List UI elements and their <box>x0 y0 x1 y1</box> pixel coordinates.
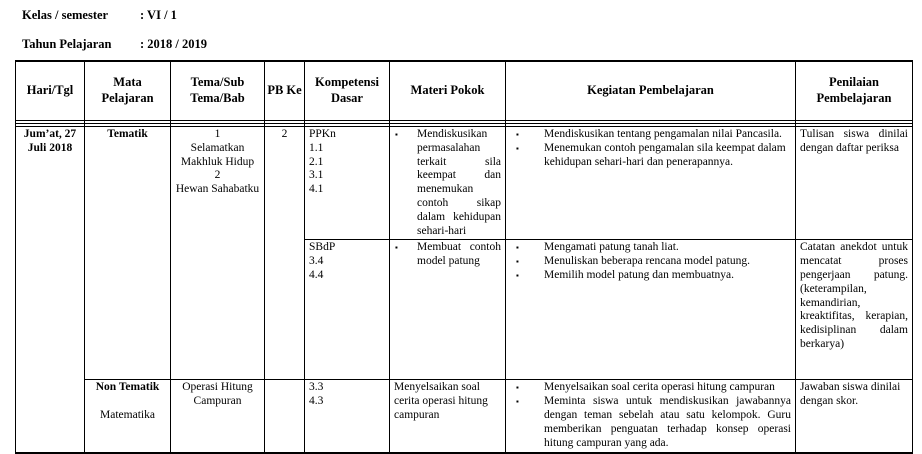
cell-pb-ke-non-tematik <box>265 380 305 454</box>
mata-non-tematik-title: Non Tematik <box>95 381 160 394</box>
materi-text: Mendiskusikan permasalahan terkait sila keempat dan menemukan contoh sikap dalam kehidupan sehari-hari <box>417 128 501 237</box>
square-bullet-icon: ▪ <box>516 243 519 253</box>
kelas-semester-label: Kelas / semester <box>22 8 109 22</box>
kd-item: 3.4 <box>309 255 324 268</box>
cell-penilaian-sbdp: Catatan anekdot untuk mencatat proses pengerjaan patung. (keterampilan, kemandirian, kreaktifitas, kerapian, kedisiplinan dalam berkarya) <box>796 240 913 380</box>
cell-tema-non-tematik: Operasi Hitung Campuran <box>171 380 265 454</box>
cell-mata-non-tematik <box>85 380 171 454</box>
table-row-ppkn <box>16 127 913 240</box>
header-kegiatan: Kegiatan Pembelajaran <box>506 61 796 121</box>
tema-line: 1 <box>214 128 221 140</box>
header-hari-tgl: Hari/Tgl <box>16 61 85 121</box>
cell-tema-tematik <box>171 127 265 380</box>
materi-bullet-item <box>394 128 501 238</box>
kegiatan-bullet-item <box>510 142 791 170</box>
kegiatan-bullet-item <box>510 255 791 269</box>
materi-bullet-item <box>394 241 501 269</box>
kd-item: 4.4 <box>309 268 324 281</box>
kegiatan-text: Menyelsaikan soal cerita operasi hitung campuran <box>544 381 775 394</box>
tema-line: Hewan Sahabatku <box>175 183 260 196</box>
cell-mata-tematik: Tematik <box>85 127 171 380</box>
table-row-non-tematik <box>16 380 913 454</box>
cell-penilaian-ppkn: Tulisan siswa dinilai dengan daftar periksa <box>796 127 913 240</box>
kd-item: 2.1 <box>309 155 324 168</box>
cell-penilaian-non-tematik: Jawaban siswa dinilai dengan skor. <box>796 380 913 454</box>
header-penilaian: Penilaian Pembelajaran <box>796 61 913 121</box>
tahun-pelajaran-line <box>22 37 207 52</box>
document-meta <box>22 8 207 66</box>
kd-item: 1.1 <box>309 141 324 154</box>
header-tema: Tema/Sub Tema/Bab <box>171 61 265 121</box>
kegiatan-text: Meminta siswa untuk mendiskusikan jawabannya dengan teman sebelah atau satu kelompok. Guru memberikan penguatan terhadap konsep operasi hitung campuran yang ada. <box>544 395 791 449</box>
square-bullet-icon: ▪ <box>516 383 519 393</box>
kd-item: 4.3 <box>309 395 324 408</box>
cell-kd-sbdp <box>305 240 390 380</box>
kd-title: SBdP <box>309 241 336 254</box>
square-bullet-icon: ▪ <box>516 144 519 153</box>
kegiatan-bullet-item <box>510 241 791 255</box>
kegiatan-text: Memilih model patung dan membuatnya. <box>544 269 735 282</box>
cell-materi-sbdp <box>390 240 506 380</box>
cell-kegiatan-ppkn <box>506 127 796 240</box>
tema-line: Selamatkan Makhluk Hidup <box>180 141 255 168</box>
header-materi-pokok: Materi Pokok <box>390 61 506 121</box>
cell-kd-non-tematik <box>305 380 390 454</box>
kelas-semester-line <box>22 8 207 23</box>
kegiatan-bullet-item <box>510 128 791 142</box>
kegiatan-text: Menemukan contoh pengamalan sila keempat dalam kehidupan sehari-hari dan penerapannya. <box>544 142 786 168</box>
cell-kegiatan-sbdp <box>506 240 796 380</box>
square-bullet-icon: ▪ <box>395 130 398 139</box>
table-header-row <box>16 61 913 121</box>
kegiatan-bullet-item <box>510 269 791 283</box>
cell-hari-tgl: Jum’at, 27 Juli 2018 <box>16 127 85 454</box>
cell-kegiatan-non-tematik <box>506 380 796 454</box>
kelas-semester-value: : VI / 1 <box>140 8 177 22</box>
header-pb-ke: PB Ke <box>265 61 305 121</box>
square-bullet-icon: ▪ <box>516 271 519 281</box>
kegiatan-text: Mendiskusikan tentang pengamalan nilai Pancasila. <box>544 128 782 140</box>
header-kompetensi-dasar: Kompetensi Dasar <box>305 61 390 121</box>
kegiatan-text: Menuliskan beberapa rencana model patung. <box>544 255 750 268</box>
mata-non-tematik-subject: Matematika <box>100 409 155 422</box>
square-bullet-icon: ▪ <box>395 243 398 253</box>
square-bullet-icon: ▪ <box>516 130 519 139</box>
tahun-pelajaran-label: Tahun Pelajaran <box>22 37 112 51</box>
cell-pb-ke-tematik: 2 <box>265 127 305 380</box>
kd-item: 3.1 <box>309 169 324 182</box>
kegiatan-bullet-item <box>510 381 791 395</box>
cell-materi-non-tematik: Menyelsaikan soal cerita operasi hitung campuran <box>390 380 506 454</box>
materi-text: Membuat contoh model patung <box>417 241 501 268</box>
tema-line: 2 <box>214 169 221 182</box>
cell-materi-ppkn <box>390 127 506 240</box>
cell-kd-ppkn <box>305 127 390 240</box>
lesson-plan-table <box>15 60 913 454</box>
kegiatan-text: Mengamati patung tanah liat. <box>544 241 679 254</box>
square-bullet-icon: ▪ <box>516 397 519 407</box>
kegiatan-bullet-item <box>510 395 791 450</box>
square-bullet-icon: ▪ <box>516 257 519 267</box>
kd-item: 4.1 <box>309 183 324 196</box>
kd-title: PPKn <box>309 128 336 140</box>
kd-item: 3.3 <box>309 381 324 394</box>
tahun-pelajaran-value: : 2018 / 2019 <box>140 37 208 51</box>
header-mata-pelajaran: Mata Pelajaran <box>85 61 171 121</box>
